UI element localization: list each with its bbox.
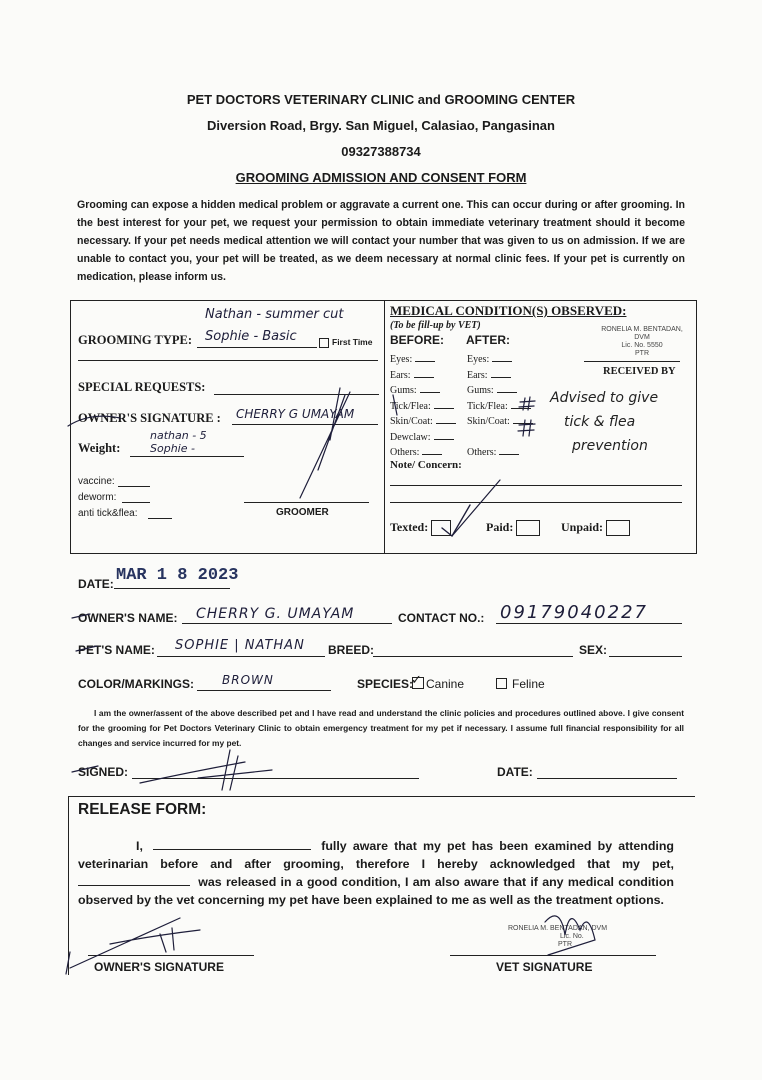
texted-label: Texted:: [390, 520, 429, 534]
before-item[interactable]: Eyes:: [390, 352, 456, 368]
grooming-type-label: GROOMING TYPE:: [78, 333, 193, 347]
vaccine-label: vaccine:: [78, 476, 115, 487]
medical-subtitle: (To be fill-up by VET): [390, 320, 481, 331]
consent-paragraph: I am the owner/assent of the above described pet and I have read and understand the clinic policies and procedures outlined above. I give consent for the grooming for Pet Doctors Veterinary Clinic to obtain emergency treatment for my pet if necessary. I assume full financial responsibility for all changes and service incurred for my pet.: [78, 708, 684, 748]
before-item[interactable]: Ears:: [390, 368, 456, 384]
signed-label: SIGNED:: [78, 765, 129, 779]
release-text-2: fully aware that my pet has been examined by attending veterinarian before and after grooming, therefore I hereby acknowledged that my pet,: [78, 839, 674, 871]
skin-hash-2: [518, 420, 535, 436]
pets-name-strike: [76, 646, 97, 651]
deworm-label: deworm:: [78, 492, 117, 503]
feline-label: Feline: [512, 677, 545, 691]
vet-signature-label: VET SIGNATURE: [496, 960, 593, 974]
release-title: RELEASE FORM:: [78, 801, 207, 818]
release-text-3: was released in a good condition, I am also aware that if any medical condition observed by the vet concerning my pet have been explained to me as well as the treatment options.: [78, 875, 674, 907]
before-label: BEFORE:: [390, 333, 444, 347]
unpaid-label: Unpaid:: [561, 520, 604, 534]
owner-signature-release-label: OWNER'S SIGNATURE: [94, 960, 224, 974]
stamp-line-3: PTR: [635, 350, 649, 357]
owner-name-value: CHERRY G. UMAYAM: [196, 606, 355, 622]
vet-stamp-line-3: PTR: [558, 941, 572, 948]
medical-title: MEDICAL CONDITION(S) OBSERVED:: [390, 303, 627, 318]
owner-signature-scribble: [300, 388, 350, 498]
weight-value-1: nathan - 5: [150, 429, 207, 442]
note-line-2: tick & flea: [564, 414, 636, 430]
before-item[interactable]: Skin/Coat:: [390, 414, 456, 430]
form-title: GROOMING ADMISSION AND CONSENT FORM: [235, 170, 527, 185]
texted-check-tail: [452, 480, 500, 536]
weight-value-2: Sophie -: [150, 442, 195, 455]
note-line-1: Advised to give: [550, 390, 659, 406]
after-item[interactable]: Others:: [467, 445, 533, 461]
contact-value: 09179040227: [500, 602, 648, 623]
owner-signature-flourish: [68, 416, 120, 426]
before-item[interactable]: Others:: [390, 445, 456, 461]
checkmark-icon: ✓: [411, 672, 422, 687]
species-label: SPECIES:: [357, 677, 414, 691]
release-owner-signature: [70, 918, 200, 968]
date-label: DATE:: [78, 577, 114, 591]
stamp-line-1: RONELIA M. BENTADAN, DVM: [601, 326, 683, 341]
note-line-3: prevention: [572, 438, 648, 454]
grooming-type-value-2: Sophie - Basic: [205, 329, 297, 344]
owner-signature-label: OWNER'S SIGNATURE :: [78, 411, 221, 425]
date-stamp-value: MAR 1 8 2023: [116, 566, 239, 585]
after-label: AFTER:: [466, 333, 510, 347]
clinic-address: Diversion Road, Brgy. San Miguel, Calasiao, Pangasinan: [207, 118, 555, 133]
vet-signature: [545, 916, 595, 955]
pet-name-value: SOPHIE | NATHAN: [175, 638, 305, 653]
canine-label: Canine: [426, 677, 465, 691]
signed-strike: [72, 766, 98, 772]
color-value: BROWN: [222, 673, 274, 687]
owner-name-label: OWNER'S NAME:: [78, 611, 178, 625]
contact-label: CONTACT NO.:: [398, 611, 485, 625]
skin-hash: [519, 397, 535, 410]
intro-paragraph: Grooming can expose a hidden medical problem or aggravate a current one. This can occur during or after grooming. In the best interest for your pet, we request your permission to obtain immediate veterinary treatment should it become necessary. If your pet needs medical attention we will contact your number that was given to us on admission. If we are unable to contact you, your pet will be treated, as we deem necessary at normal clinic fees. If your pet is currently on medication, please inform us.: [77, 199, 685, 283]
vet-stamp-line-2: Lic. No.: [560, 933, 584, 940]
after-item[interactable]: Gums:: [467, 383, 533, 399]
first-time-label: First Time: [332, 337, 373, 347]
before-flea-check: [393, 395, 397, 415]
clinic-phone: 09327388734: [341, 144, 421, 159]
owner-name-strike: [72, 614, 90, 618]
weight-label: Weight:: [78, 441, 121, 455]
owner-signature-value: CHERRY G UMAYAM: [236, 407, 355, 421]
signed-signature: [140, 750, 272, 790]
release-line-stroke: [66, 952, 70, 974]
stamp-line-2: Lic. No. 5550: [621, 342, 663, 349]
after-item[interactable]: Ears:: [467, 368, 533, 384]
after-item[interactable]: Skin/Coat:: [467, 414, 533, 430]
special-requests-label: SPECIAL REQUESTS:: [78, 380, 206, 394]
color-label: COLOR/MARKINGS:: [78, 677, 194, 691]
after-item[interactable]: Eyes:: [467, 352, 533, 368]
before-item[interactable]: Dewclaw:: [390, 430, 456, 446]
sex-label: SEX:: [579, 643, 608, 657]
grooming-type-value-1: Nathan - summer cut: [205, 307, 344, 322]
signed-date-label: DATE:: [497, 765, 533, 779]
clinic-name: PET DOCTORS VETERINARY CLINIC and GROOMING CENTER: [186, 92, 576, 107]
note-concern-label: Note/ Concern:: [390, 459, 462, 471]
before-item[interactable]: Gums:: [390, 383, 456, 399]
vet-stamp-line-1: RONELIA M. BENTADAN, DVM: [508, 925, 608, 932]
pet-name-label: PET'S NAME:: [78, 643, 155, 657]
after-item[interactable]: Tick/Flea:: [467, 399, 533, 415]
release-text-1: I,: [136, 839, 143, 853]
antitick-label: anti tick&flea:: [78, 508, 138, 519]
received-by-label: RECEIVED BY: [603, 366, 676, 377]
paid-label: Paid:: [486, 520, 514, 534]
groomer-label: GROOMER: [276, 507, 329, 518]
before-item[interactable]: Tick/Flea:: [390, 399, 456, 415]
breed-label: BREED:: [328, 643, 375, 657]
